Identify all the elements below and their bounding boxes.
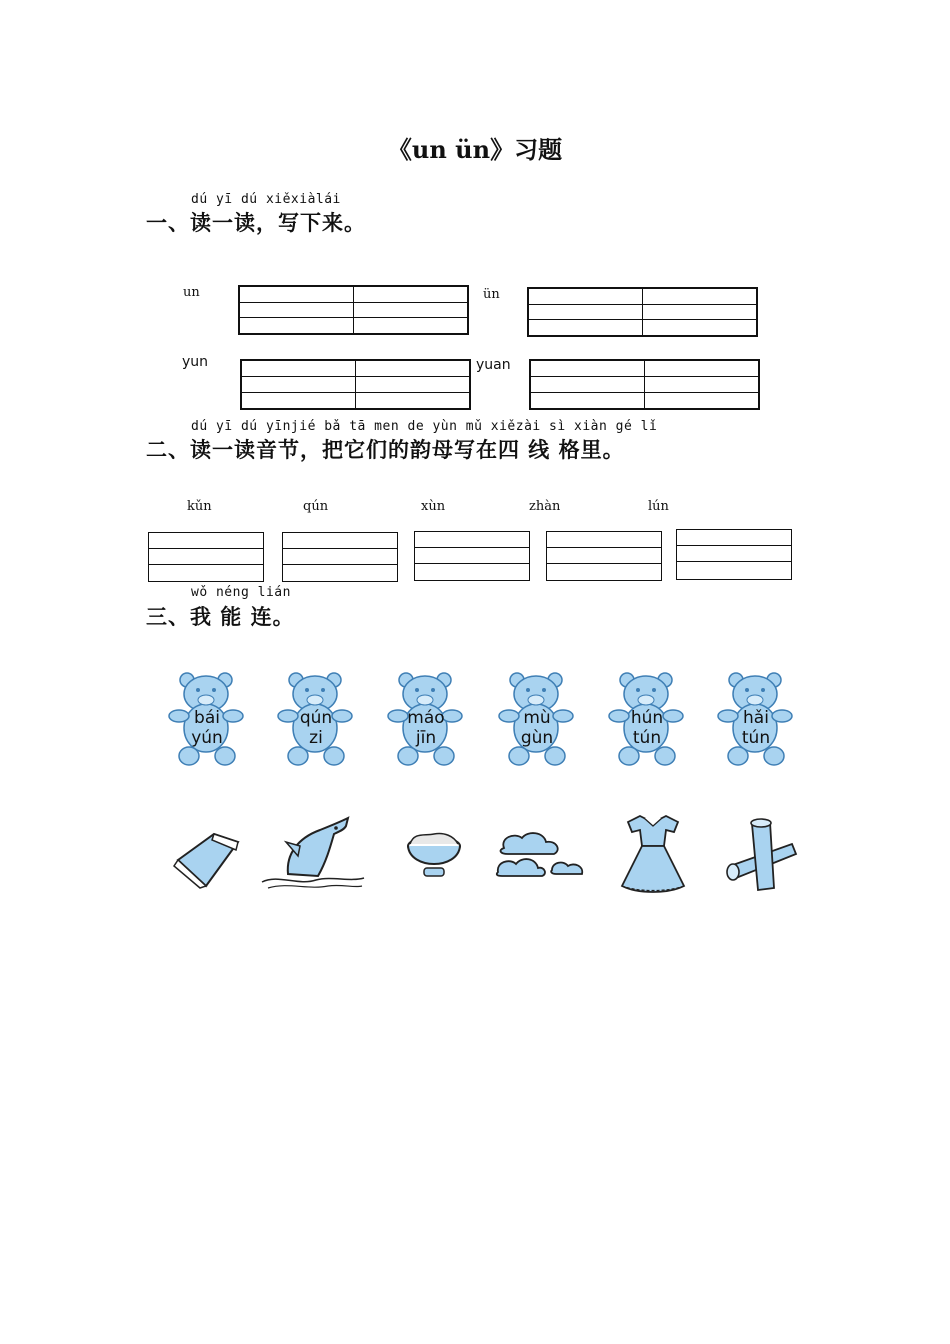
dolphin-icon[interactable] — [258, 816, 368, 892]
bear-word-top: hǎi — [743, 708, 769, 728]
section2-heading: 二、读一读音节，把它们的韵母写在四 线 格里。 — [146, 438, 625, 462]
dress-icon[interactable] — [618, 812, 688, 894]
cloud-icon[interactable] — [494, 828, 590, 886]
towel-icon[interactable] — [170, 828, 242, 890]
label-yun: yun — [182, 354, 209, 370]
bear-word-top: qún — [299, 708, 333, 728]
bear-word-bottom: yún — [191, 728, 223, 748]
bear-card[interactable] — [607, 670, 687, 770]
label-yuan: yuan — [476, 357, 511, 373]
page-title: 《un ün》习题 — [387, 135, 563, 164]
section1-heading: 一、读一读，写下来。 — [146, 211, 366, 235]
bear-card[interactable] — [386, 670, 466, 770]
bear-word-bottom: zi — [309, 728, 323, 748]
bear-card[interactable] — [276, 670, 356, 770]
four-line-grid-1[interactable] — [148, 532, 264, 582]
writing-grid-yun-umlaut[interactable] — [527, 287, 758, 337]
syllable-qun: qún — [303, 499, 329, 514]
syllable-zhan: zhàn — [529, 499, 561, 514]
bear-word-top: mù — [523, 708, 551, 728]
writing-grid-yuan[interactable] — [529, 359, 760, 410]
section3-pinyin: wǒ néng lián — [191, 585, 291, 600]
bear-word-top: máo — [407, 708, 445, 728]
bear-word-bottom: jīn — [415, 728, 437, 748]
section1-pinyin: dú yī dú xiěxiàlái — [191, 192, 341, 207]
bear-card[interactable] — [716, 670, 796, 770]
section2-pinyin: dú yī dú yīnjié bǎ tā men de yùn mǔ xiězài sì xiàn gé lǐ — [191, 419, 658, 434]
four-line-grid-3[interactable] — [414, 531, 530, 581]
label-un: un — [183, 285, 200, 300]
bear-card[interactable] — [497, 670, 577, 770]
section3-heading: 三、我 能 连。 — [146, 605, 295, 629]
bear-word-top: hún — [630, 708, 664, 728]
bear-card[interactable] — [167, 670, 247, 770]
bear-word-top: bái — [194, 708, 220, 728]
syllable-xun: xùn — [421, 499, 446, 514]
four-line-grid-2[interactable] — [282, 532, 398, 582]
bear-word-bottom: tún — [632, 728, 662, 748]
writing-grid-yun[interactable] — [240, 359, 471, 410]
syllable-lun: lún — [648, 499, 669, 514]
bear-word-bottom: gùn — [520, 728, 554, 748]
four-line-grid-4[interactable] — [546, 531, 662, 581]
bear-word-bottom: tún — [741, 728, 771, 748]
wonton-bowl-icon[interactable] — [404, 830, 464, 882]
writing-grid-un[interactable] — [238, 285, 469, 335]
wood-stick-icon[interactable] — [724, 816, 800, 894]
label-yu-n: ün — [483, 287, 500, 302]
four-line-grid-5[interactable] — [676, 529, 792, 580]
syllable-kun: kǔn — [187, 499, 212, 514]
